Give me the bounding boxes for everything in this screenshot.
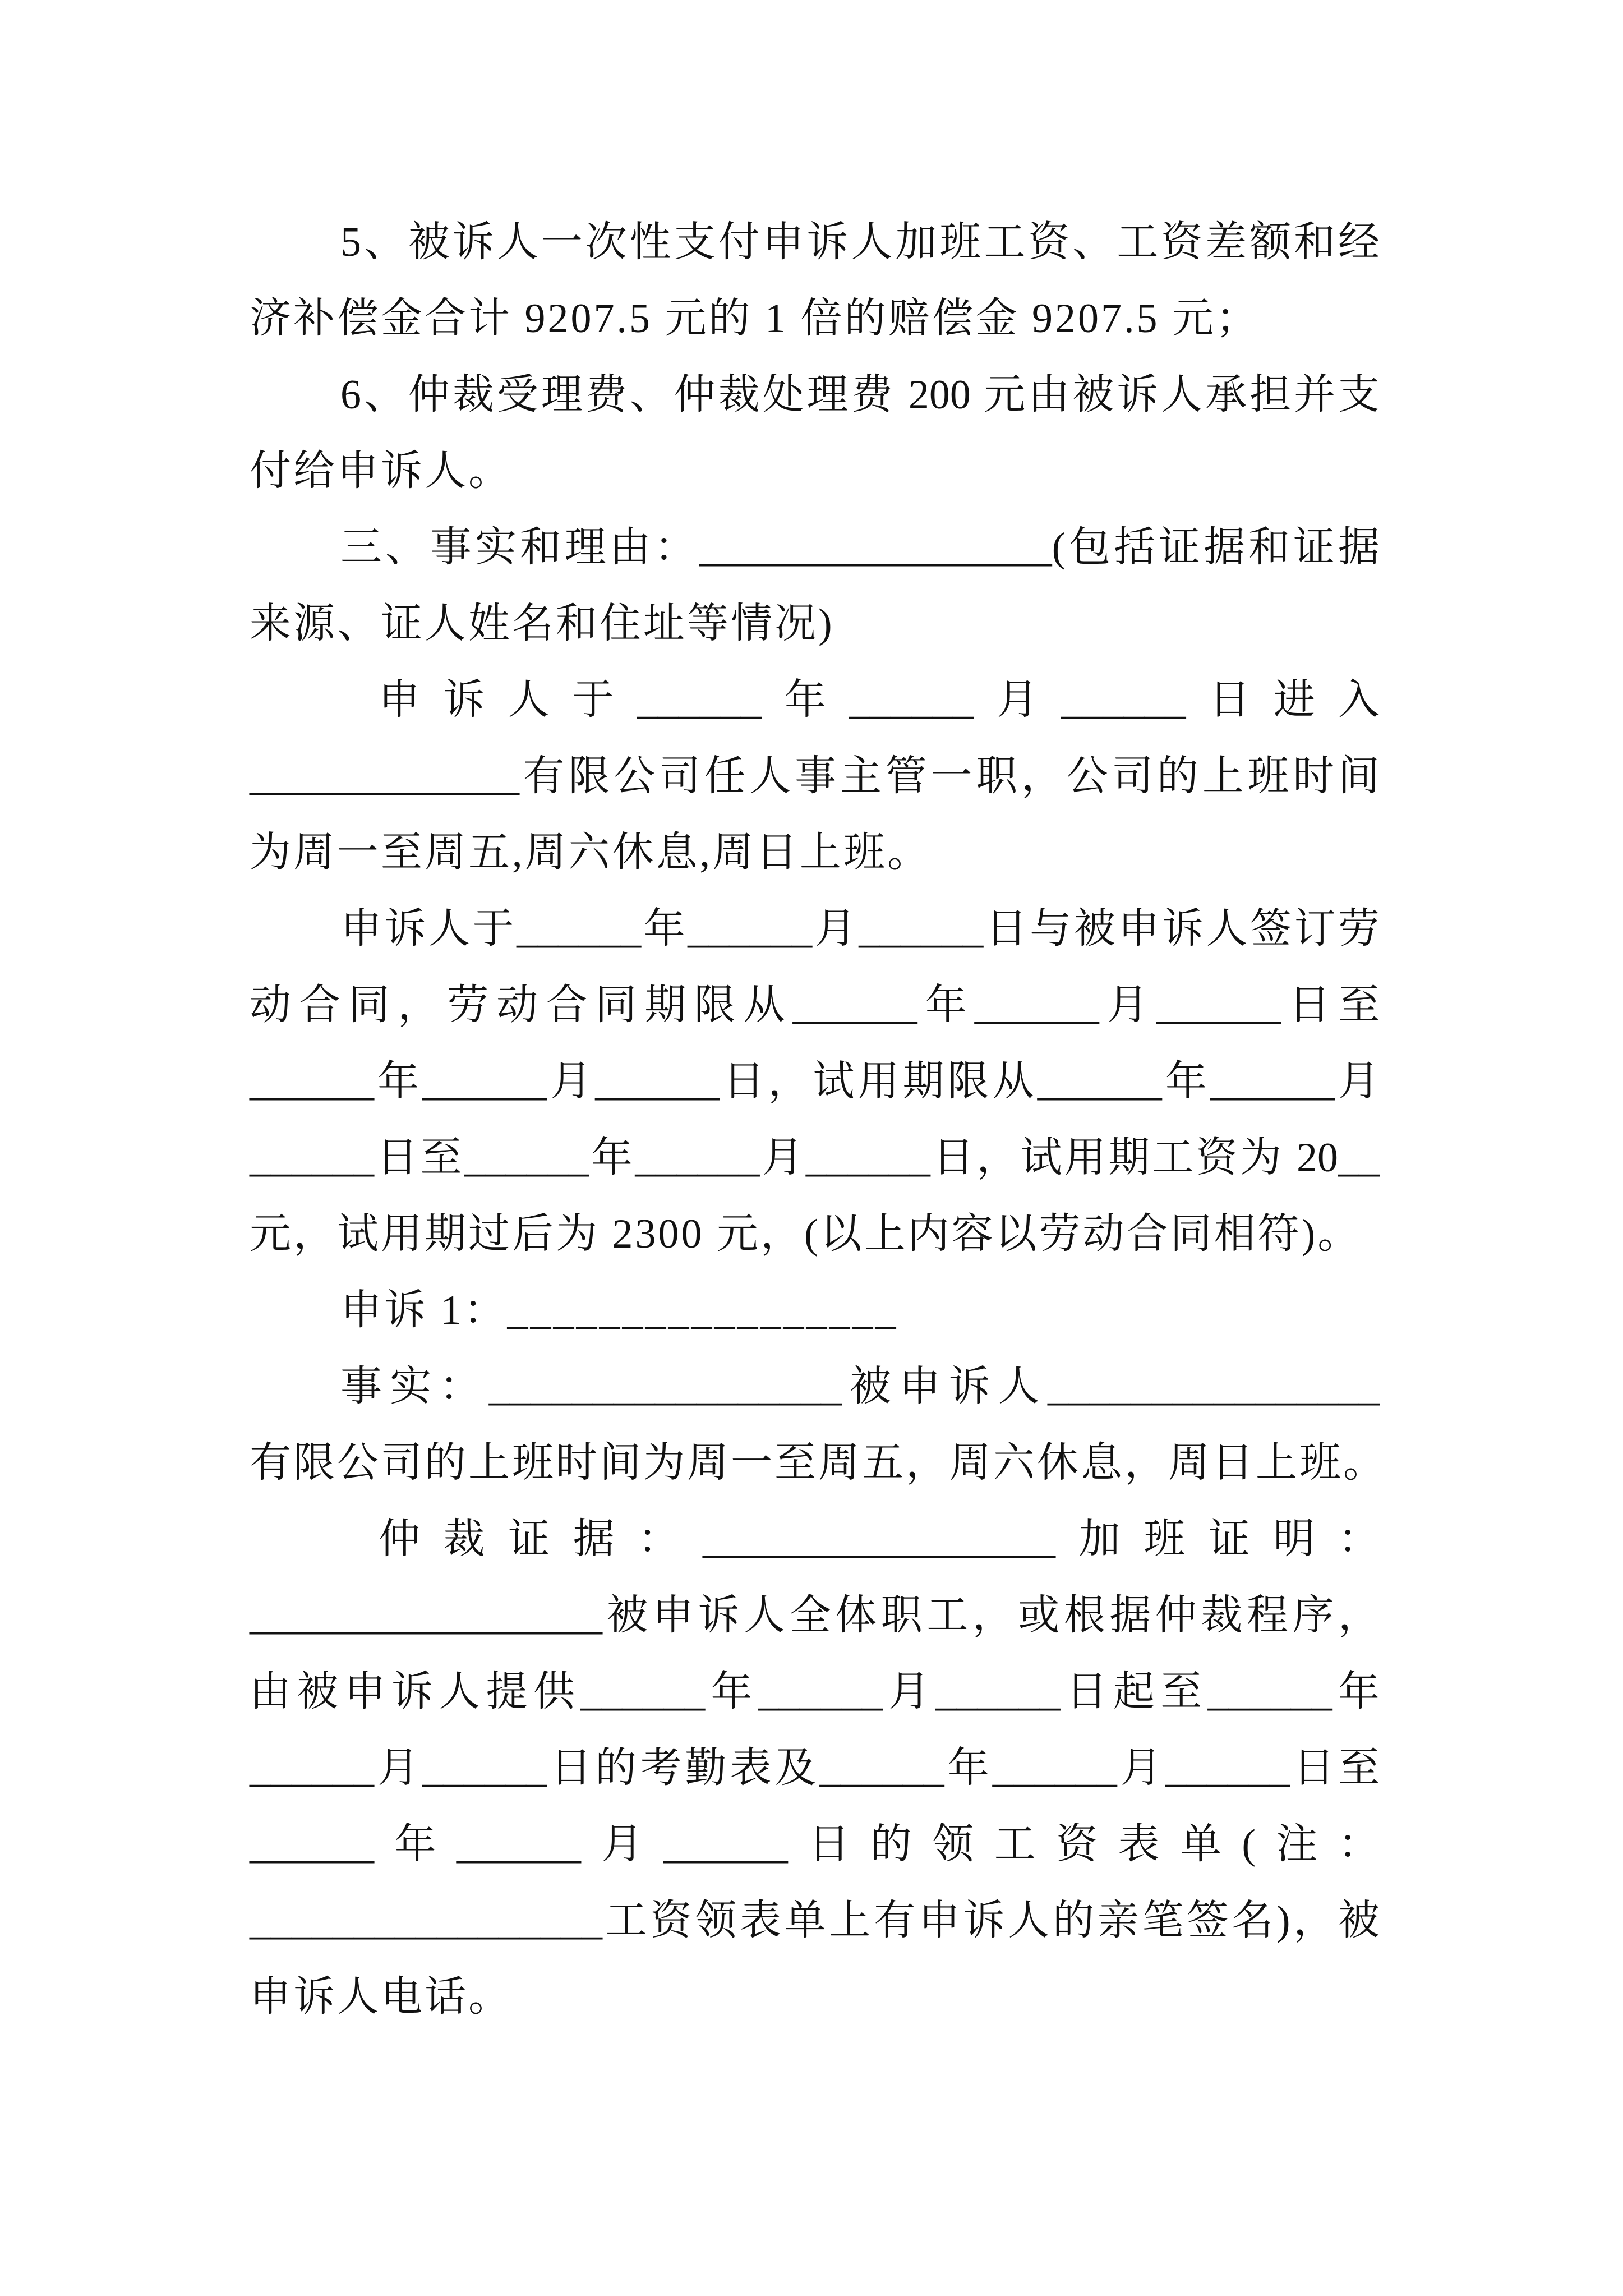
- arbitration-evidence-paragraph: [250, 1501, 1380, 2035]
- paragraph-line: 6、仲裁受理费、仲裁处理费 200 元由被诉人承担并支: [340, 372, 1380, 418]
- claim-item-5: [250, 204, 1380, 357]
- labor-contract-paragraph: [250, 891, 1380, 1272]
- paragraph-line: 仲裁证据：_________________加班证明：: [379, 1516, 1380, 1562]
- paragraph-line: 申诉人于______年______月______日与被申诉人签订劳: [340, 906, 1380, 952]
- paragraph-line: _________________被申诉人全体职工，或根据仲裁程序，: [250, 1593, 1380, 1639]
- paragraph-line: 三、事实和理由：_________________(包括证据和证据: [340, 524, 1380, 570]
- paragraph-line: 申诉人电话。: [250, 1974, 512, 2020]
- paragraph-line: 事实：_________________被申诉人________________: [340, 1364, 1380, 1410]
- employment-paragraph: [250, 662, 1380, 891]
- paragraph-line: ______年______月______日的领工资表单(注：: [250, 1821, 1380, 1867]
- claim-item-6: [250, 357, 1380, 509]
- paragraph-line: 为周一至周五,周六休息,周日上班。: [250, 830, 931, 876]
- document-body: [250, 204, 1387, 2035]
- paragraph-line: 申诉人于______年______月______日进入: [379, 677, 1380, 723]
- paragraph-line: 5、被诉人一次性支付申诉人加班工资、工资差额和经: [340, 219, 1380, 265]
- paragraph-line: ______年______月______日，试用期限从______年______月: [250, 1059, 1380, 1105]
- paragraph-line: _________________工资领表单上有申诉人的亲笔签名)，被: [250, 1898, 1380, 1944]
- paragraph-line: 由被申诉人提供______年______月______日起至______年: [250, 1669, 1380, 1715]
- paragraph-line: 元，试用期过后为 2300 元，(以上内容以劳动合同相符)。: [250, 1211, 1362, 1257]
- paragraph-line: 动合同，劳动合同期限从______年______月______日至: [250, 982, 1380, 1028]
- paragraph-line: 来源、证人姓名和住址等情况): [250, 601, 834, 647]
- complaint-1: [250, 1272, 1380, 1349]
- facts-and-reasons-heading: [250, 509, 1380, 662]
- paragraph-line: _____________有限公司任人事主管一职，公司的上班时间: [250, 753, 1380, 799]
- paragraph-line: ______月______日的考勤表及______年______月______日至: [250, 1745, 1380, 1791]
- paragraph-line: ______日至______年______月______日，试用期工资为 20__: [250, 1135, 1380, 1181]
- paragraph-line: 申诉 1：_________________: [340, 1287, 898, 1333]
- paragraph-line: 济补偿金合计 9207.5 元的 1 倍的赔偿金 9207.5 元；: [250, 296, 1260, 342]
- paragraph-line: 有限公司的上班时间为周一至周五，周六休息，周日上班。: [250, 1440, 1387, 1486]
- facts-paragraph: [250, 1349, 1387, 1501]
- paragraph-line: 付给申诉人。: [250, 448, 512, 494]
